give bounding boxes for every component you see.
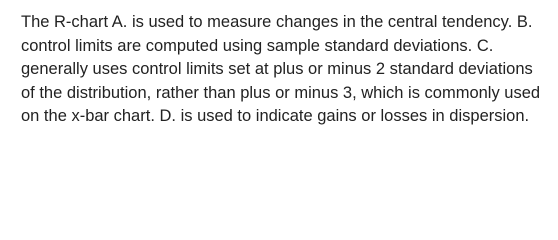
question-text: The R-chart A. is used to measure changes in the central tendency. B. control limits are computed using sample standard deviations. C. generally uses control limits set at plus or minus 2 standard deviations of the distribution, rather than plus or minus 3, which is commonly used on the x-bar chart. D. is used to indicate gains or losses in dispersion.	[21, 13, 541, 125]
